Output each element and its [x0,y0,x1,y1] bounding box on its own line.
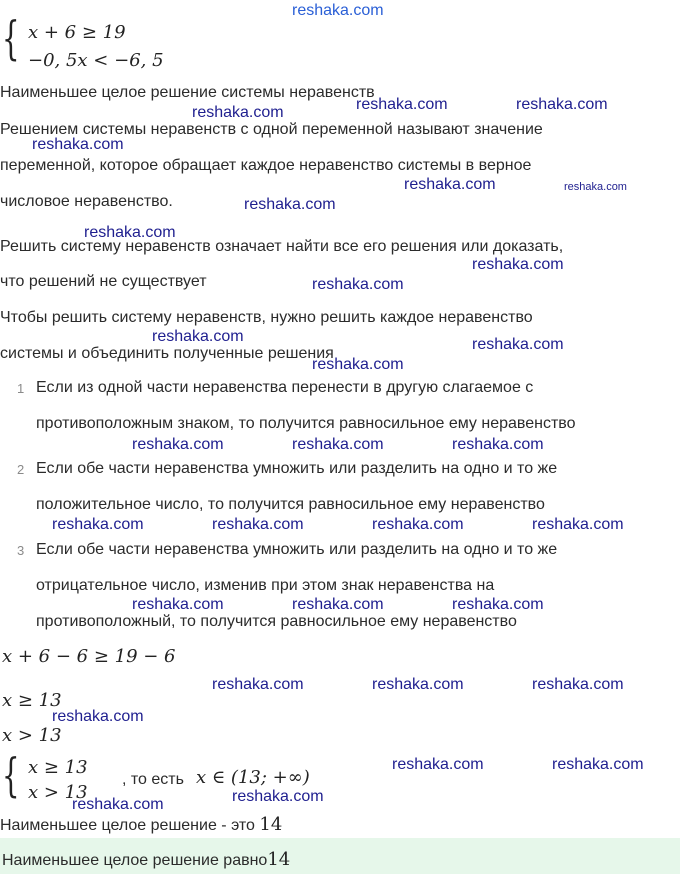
watermark[interactable]: reshaka.com [532,676,624,693]
top-watermark[interactable]: reshaka.com [292,2,384,19]
answer-value: 14 [267,849,291,870]
interval: x ∈ (13; +∞) [196,767,310,788]
watermark[interactable]: reshaka.com [372,516,464,533]
watermark[interactable]: reshaka.com [552,756,644,773]
watermark[interactable]: reshaka.com [312,356,404,373]
theory-text: числовое неравенство. [0,193,173,210]
watermark[interactable]: reshaka.com [32,136,124,153]
theory-text: Решить систему неравенств означает найти все его решения или доказать, [0,238,564,255]
rule-text: отрицательное число, изменив при этом знак неравенства на [36,577,495,594]
system-eq1: x + 6 ≥ 19 [28,22,126,43]
rule-text: противоположный, то получится равносильное ему неравенство [36,613,517,630]
solution-step: x + 6 − 6 ≥ 19 − 6 [2,646,176,667]
rule-number: 3 [17,543,25,558]
rule-text: положительное число, то получится равносильное ему неравенство [36,496,545,513]
theory-text: переменной, которое обращает каждое неравенство системы в верное [0,157,532,174]
result-text [0,814,282,835]
solution-step: x ≥ 13 [2,690,62,711]
watermark[interactable]: reshaka.com [564,181,627,193]
answer-label: Наименьшее целое решение равно [2,852,268,869]
result-label: Наименьшее целое решение - это [0,817,255,834]
theory-text: Решением системы неравенств с одной переменной называют значение [0,121,543,138]
theory-text: что решений не существует [0,273,207,290]
watermark[interactable]: reshaka.com [212,516,304,533]
result-value: 14 [259,814,283,835]
task-text: Наименьшее целое решение системы неравенств [0,84,375,101]
watermark[interactable]: reshaka.com [232,788,324,805]
watermark[interactable]: reshaka.com [404,176,496,193]
watermark[interactable]: reshaka.com [212,676,304,693]
rule-text: Если обе части неравенства умножить или разделить на одно и то же [36,460,558,477]
watermark[interactable]: reshaka.com [132,436,224,453]
system-brace: { [2,11,20,65]
watermark[interactable]: reshaka.com [132,596,224,613]
watermark[interactable]: reshaka.com [244,196,336,213]
rule-number: 2 [17,462,25,477]
watermark[interactable]: reshaka.com [84,224,176,241]
watermark[interactable]: reshaka.com [516,96,608,113]
watermark[interactable]: reshaka.com [356,96,448,113]
watermark[interactable]: reshaka.com [292,596,384,613]
watermark[interactable]: reshaka.com [532,516,624,533]
rule-number: 1 [17,381,25,396]
system-eq2: −0, 5x < −6, 5 [28,50,164,71]
watermark[interactable]: reshaka.com [472,336,564,353]
watermark[interactable]: reshaka.com [292,436,384,453]
watermark[interactable]: reshaka.com [72,796,164,813]
watermark[interactable]: reshaka.com [52,516,144,533]
watermark[interactable]: reshaka.com [472,256,564,273]
watermark[interactable]: reshaka.com [372,676,464,693]
system-eq: x ≥ 13 [28,757,88,778]
solution-step: x > 13 [2,725,62,746]
theory-text: системы и объединить полученные решения [0,345,334,362]
watermark[interactable]: reshaka.com [452,436,544,453]
answer-text [2,849,290,870]
watermark[interactable]: reshaka.com [192,104,284,121]
rule-text: Если обе части неравенства умножить или разделить на одно и то же [36,541,558,558]
watermark[interactable]: reshaka.com [152,328,244,345]
watermark[interactable]: reshaka.com [52,708,144,725]
system-brace: { [2,748,20,802]
watermark[interactable]: reshaka.com [452,596,544,613]
system-eq: x > 13 [28,782,88,803]
answer-box [0,838,680,874]
rule-text: противоположным знаком, то получится равносильное ему неравенство [36,415,576,432]
that-is-text: , то есть [122,771,184,788]
rule-text: Если из одной части неравенства перенести в другую слагаемое с [36,379,534,396]
theory-text: Чтобы решить систему неравенств, нужно решить каждое неравенство [0,309,533,326]
watermark[interactable]: reshaka.com [312,276,404,293]
watermark[interactable]: reshaka.com [392,756,484,773]
